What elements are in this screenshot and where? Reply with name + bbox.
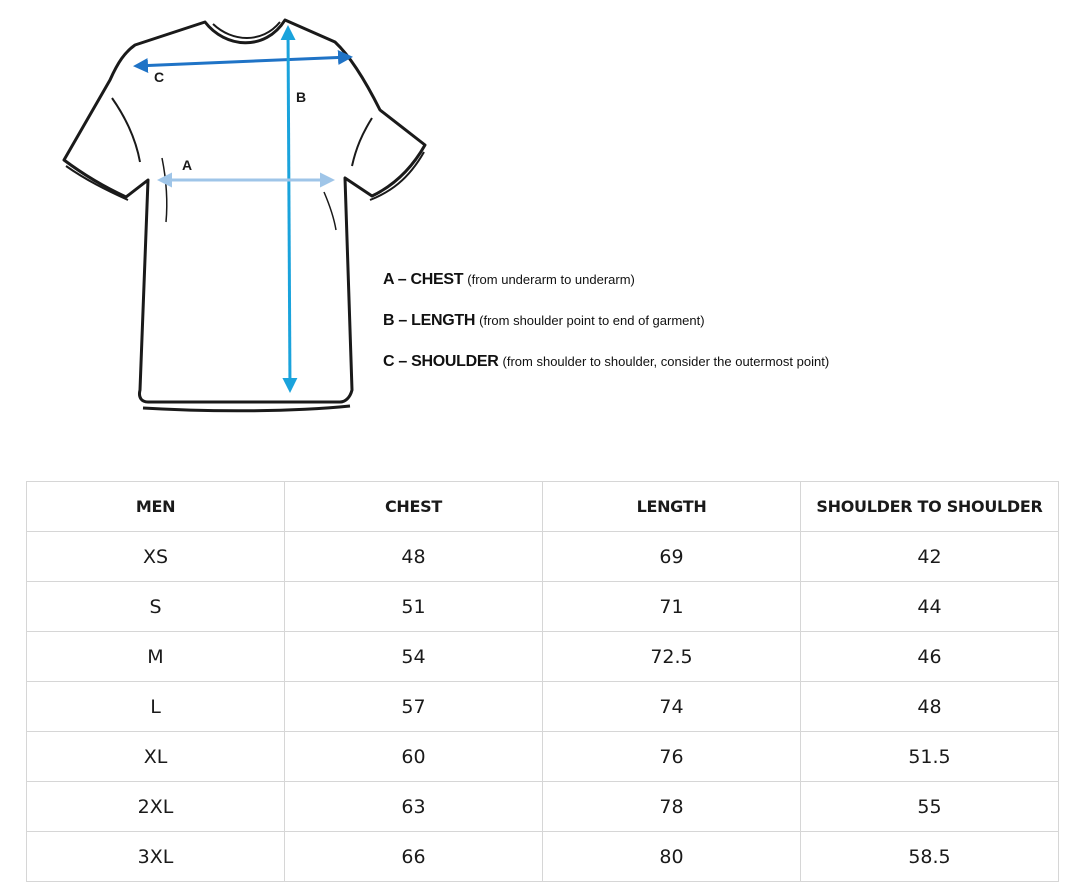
length-cell: 72.5 bbox=[543, 632, 801, 682]
arrow-c-shoulder bbox=[136, 57, 350, 66]
chest-cell: 63 bbox=[285, 782, 543, 832]
marker-a-label: A bbox=[182, 157, 193, 173]
shoulder-cell: 44 bbox=[801, 582, 1059, 632]
table-row bbox=[27, 632, 1059, 682]
right-side-seam bbox=[324, 192, 336, 230]
shoulder-cell: 58.5 bbox=[801, 832, 1059, 882]
length-cell: 80 bbox=[543, 832, 801, 882]
legend-description: (from underarm to underarm) bbox=[467, 272, 635, 287]
size-cell: S bbox=[27, 582, 285, 632]
table-row bbox=[27, 532, 1059, 582]
marker-b-label: B bbox=[296, 89, 307, 105]
table-row bbox=[27, 732, 1059, 782]
size-chart-table bbox=[26, 481, 1059, 882]
table-header-row bbox=[27, 482, 1059, 532]
tshirt-body-outline bbox=[64, 20, 425, 402]
chest-cell: 60 bbox=[285, 732, 543, 782]
size-cell: M bbox=[27, 632, 285, 682]
table-row bbox=[27, 782, 1059, 832]
legend-item-chest bbox=[383, 268, 829, 309]
legend-key: A – CHEST bbox=[383, 271, 464, 288]
header-men: MEN bbox=[27, 482, 285, 532]
size-cell: XL bbox=[27, 732, 285, 782]
arrow-b-length bbox=[288, 28, 290, 390]
legend-key: B – LENGTH bbox=[383, 312, 476, 329]
marker-c-label: C bbox=[154, 69, 165, 85]
length-cell: 76 bbox=[543, 732, 801, 782]
table-row bbox=[27, 582, 1059, 632]
shoulder-cell: 48 bbox=[801, 682, 1059, 732]
chest-cell: 48 bbox=[285, 532, 543, 582]
length-cell: 78 bbox=[543, 782, 801, 832]
header-length: LENGTH bbox=[543, 482, 801, 532]
chest-cell: 57 bbox=[285, 682, 543, 732]
hem-line bbox=[143, 406, 350, 411]
chest-cell: 51 bbox=[285, 582, 543, 632]
legend-description: (from shoulder to shoulder, consider the outermost point) bbox=[502, 354, 830, 369]
size-cell: L bbox=[27, 682, 285, 732]
legend-description: (from shoulder point to end of garment) bbox=[479, 313, 705, 328]
header-shoulder: SHOULDER TO SHOULDER bbox=[801, 482, 1059, 532]
length-cell: 71 bbox=[543, 582, 801, 632]
right-fold-line bbox=[352, 118, 372, 166]
legend-item-length bbox=[383, 309, 829, 350]
length-cell: 74 bbox=[543, 682, 801, 732]
measurement-legend bbox=[383, 268, 829, 391]
table-row bbox=[27, 682, 1059, 732]
shoulder-cell: 51.5 bbox=[801, 732, 1059, 782]
chest-cell: 66 bbox=[285, 832, 543, 882]
left-fold-line bbox=[112, 98, 140, 162]
shoulder-cell: 46 bbox=[801, 632, 1059, 682]
legend-item-shoulder bbox=[383, 350, 829, 391]
left-side-seam bbox=[162, 158, 167, 222]
shoulder-cell: 42 bbox=[801, 532, 1059, 582]
legend-key: C – SHOULDER bbox=[383, 353, 499, 370]
size-cell: 2XL bbox=[27, 782, 285, 832]
length-cell: 69 bbox=[543, 532, 801, 582]
table-row bbox=[27, 832, 1059, 882]
header-chest: CHEST bbox=[285, 482, 543, 532]
size-cell: 3XL bbox=[27, 832, 285, 882]
size-cell: XS bbox=[27, 532, 285, 582]
chest-cell: 54 bbox=[285, 632, 543, 682]
shoulder-cell: 55 bbox=[801, 782, 1059, 832]
